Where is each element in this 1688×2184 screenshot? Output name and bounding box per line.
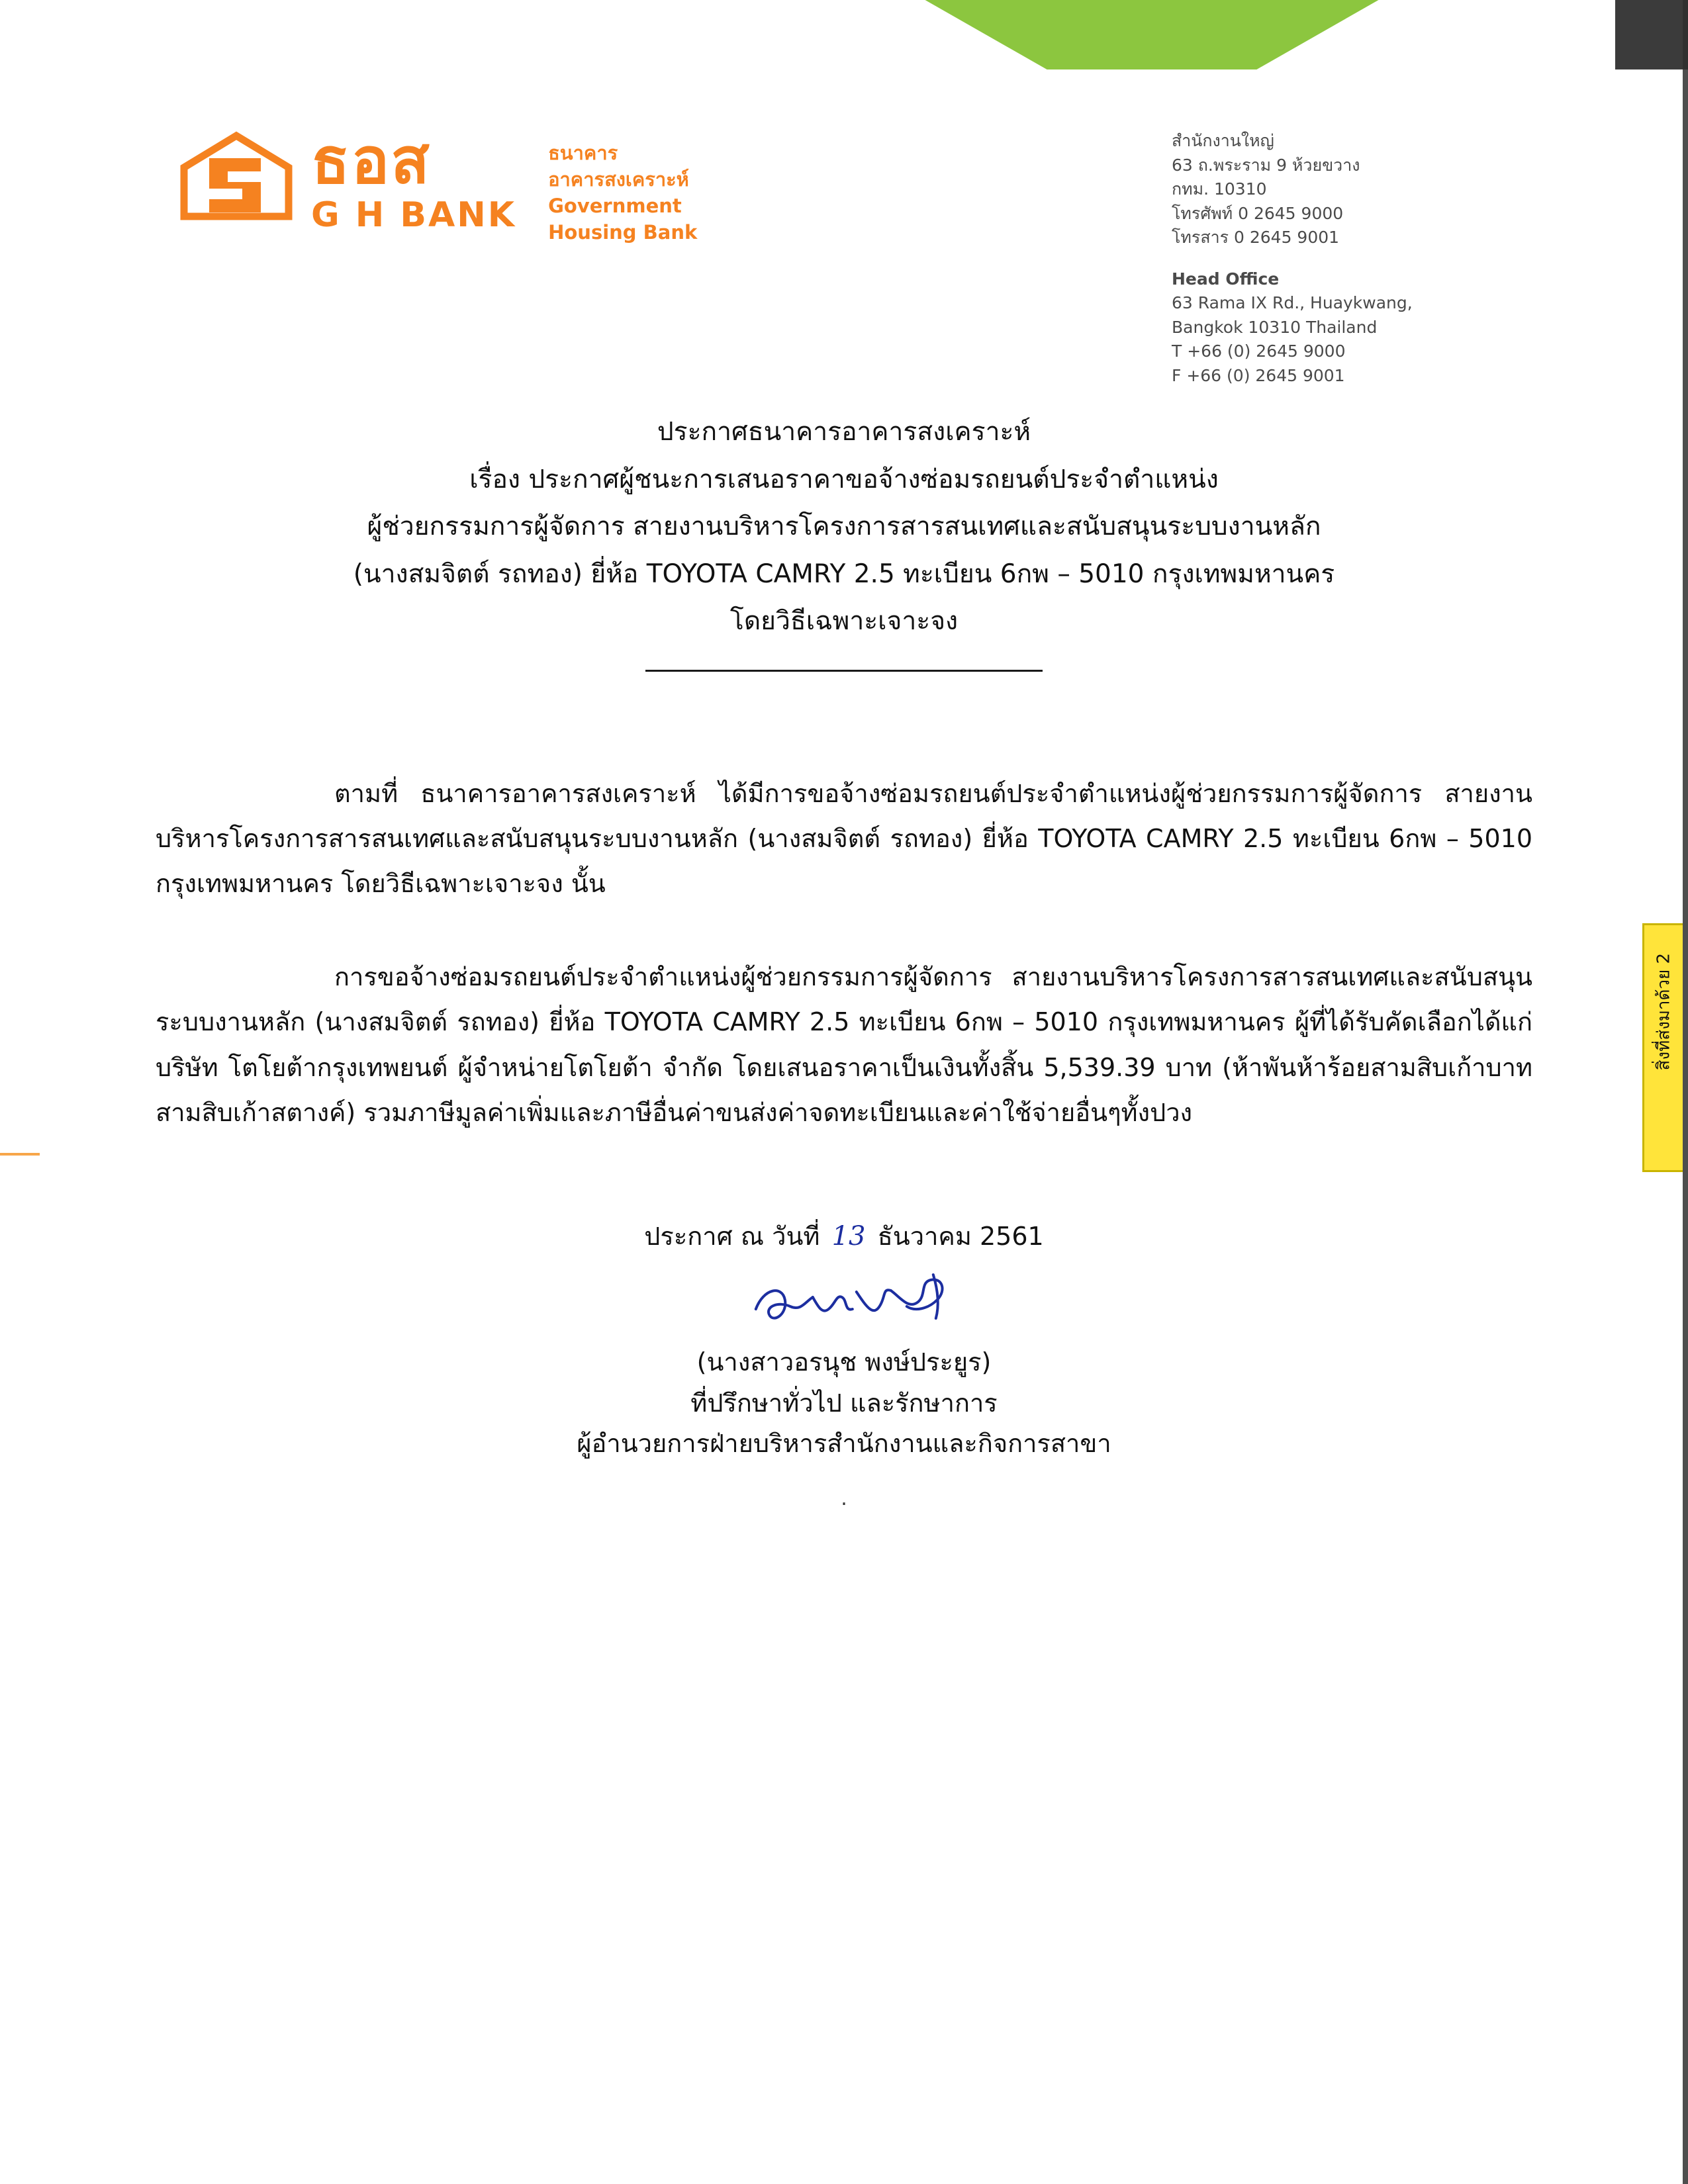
band-green-chevron	[914, 0, 1390, 69]
handwritten-signature	[744, 1268, 982, 1341]
signatory-block	[0, 1342, 1688, 1465]
attachment-side-tab-label: สิ่งที่ส่งมาด้วย 2	[1654, 952, 1674, 1071]
logo-side-line-1: ธนาคาร	[548, 142, 618, 164]
paragraph-two-text: การขอจ้างซ่อมรถยนต์ประจำตำแหน่งผู้ช่วยกรรมการผู้จัดการ สายงานบริหารโครงการสารสนเทศและสนับสนุนระบบงานหลัก (นางสมจิตต์ รถทอง) ยี่ห้อ TOYOTA CAMRY 2.5 ทะเบียน 6กพ – 5010 กรุงเทพมหานคร ผู้ที่ได้รับคัดเลือกได้แก่บริษัท โตโยต้ากรุงเทพยนต์ ผู้จำหน่ายโตโยต้า จำกัด โดยเสนอราคาเป็นเงินทั้งสิ้น 5,539.39 บาท (ห้าพันห้าร้อยสามสิบเก้าบาทสามสิบเก้าสตางค์) รวมภาษีมูลค่าเพิ่มและภาษีอื่นค่าขนส่งค่าจดทะเบียนและค่าใช้จ่ายอื่นๆทั้งปวง	[156, 962, 1532, 1127]
address-english	[1172, 267, 1595, 388]
address-thai-line-1: สำนักงานใหญ่	[1172, 131, 1274, 150]
logo-thai-text: ธอส	[311, 124, 431, 198]
band-left-white	[0, 0, 953, 69]
heading-line-5: โดยวิธีเฉพาะเจาะจง	[729, 606, 959, 637]
dateline-prefix: ประกาศ ณ วันที่	[644, 1222, 820, 1251]
attachment-side-tab	[1642, 923, 1683, 1172]
band-right-white	[1390, 0, 1615, 69]
logo-side-line-4: Housing Bank	[548, 221, 698, 244]
address-english-line-1: 63 Rama IX Rd., Huaykwang,	[1172, 293, 1413, 312]
dateline	[0, 1216, 1688, 1256]
address-thai-line-2: 63 ถ.พระราม 9 ห้วยขวาง	[1172, 155, 1360, 175]
paragraph-one-text: ตามที่ ธนาคารอาคารสงเคราะห์ ได้มีการขอจ้างซ่อมรถยนต์ประจำตำแหน่งผู้ช่วยกรรมการผู้จัดการ สายงานบริหารโครงการสารสนเทศและสนับสนุนระบบงานหลัก (นางสมจิตต์ รถทอง) ยี่ห้อ TOYOTA CAMRY 2.5 ทะเบียน 6กพ – 5010 กรุงเทพมหานคร โดยวิธีเฉพาะเจาะจง นั้น	[156, 778, 1532, 899]
logo-english-text: G H BANK	[311, 195, 517, 235]
paragraph-two	[156, 954, 1532, 1136]
signature-area	[0, 1268, 1688, 1342]
scan-orange-line-artifact	[0, 1153, 40, 1156]
document-body	[0, 410, 1688, 1510]
address-thai-line-5: โทรสาร 0 2645 9001	[1172, 228, 1340, 247]
bank-logo	[173, 124, 698, 246]
dateline-month-year: ธันวาคม 2561	[877, 1222, 1044, 1251]
heading-line-4: (นางสมจิตต์ รถทอง) ยี่ห้อ TOYOTA CAMRY 2.5 ทะเบียน 6กพ – 5010 กรุงเทพมหานคร	[353, 559, 1335, 589]
logo-side-text	[548, 140, 697, 246]
address-thai	[1172, 129, 1595, 250]
address-thai-line-4: โทรศัพท์ 0 2645 9000	[1172, 203, 1344, 223]
ghbank-house-icon	[173, 129, 299, 228]
top-decorative-band	[0, 0, 1688, 69]
logo-wordmark	[311, 124, 517, 235]
heading-line-1: ประกาศธนาคารอาคารสงเคราะห์	[657, 417, 1031, 447]
address-english-line-2: Bangkok 10310 Thailand	[1172, 317, 1378, 337]
address-english-line-3: T +66 (0) 2645 9000	[1172, 341, 1346, 361]
paragraph-one	[156, 771, 1532, 907]
signatory-title-line-1: ที่ปรึกษาทั่วไป และรักษาการ	[690, 1388, 998, 1418]
band-right-dark	[1615, 0, 1688, 69]
logo-side-line-2: อาคารสงเคราะห์	[548, 168, 689, 191]
heading-line-3: ผู้ช่วยกรรมการผู้จัดการ สายงานบริหารโครงการสารสนเทศและสนับสนุนระบบงานหลัก	[367, 512, 1321, 542]
address-block	[1172, 129, 1595, 388]
heading-line-2: เรื่อง ประกาศผู้ชนะการเสนอราคาขอจ้างซ่อมรถยนต์ประจำตำแหน่ง	[469, 464, 1219, 494]
logo-side-line-3: Government	[548, 195, 682, 218]
signatory-name: (นางสาวอรนุช พงษ์ประยูร)	[696, 1347, 992, 1377]
heading-divider	[645, 670, 1043, 672]
signatory-title-line-2: ผู้อำนวยการฝ่ายบริหารสำนักงานและกิจการสาขา	[577, 1429, 1111, 1459]
dateline-day-handwritten: 13	[831, 1221, 866, 1252]
announcement-heading	[0, 410, 1688, 643]
address-english-line-4: F +66 (0) 2645 9001	[1172, 365, 1345, 385]
address-thai-line-3: กทม. 10310	[1172, 179, 1267, 199]
stray-dot-mark: .	[841, 1486, 847, 1510]
address-english-heading: Head Office	[1172, 269, 1280, 289]
